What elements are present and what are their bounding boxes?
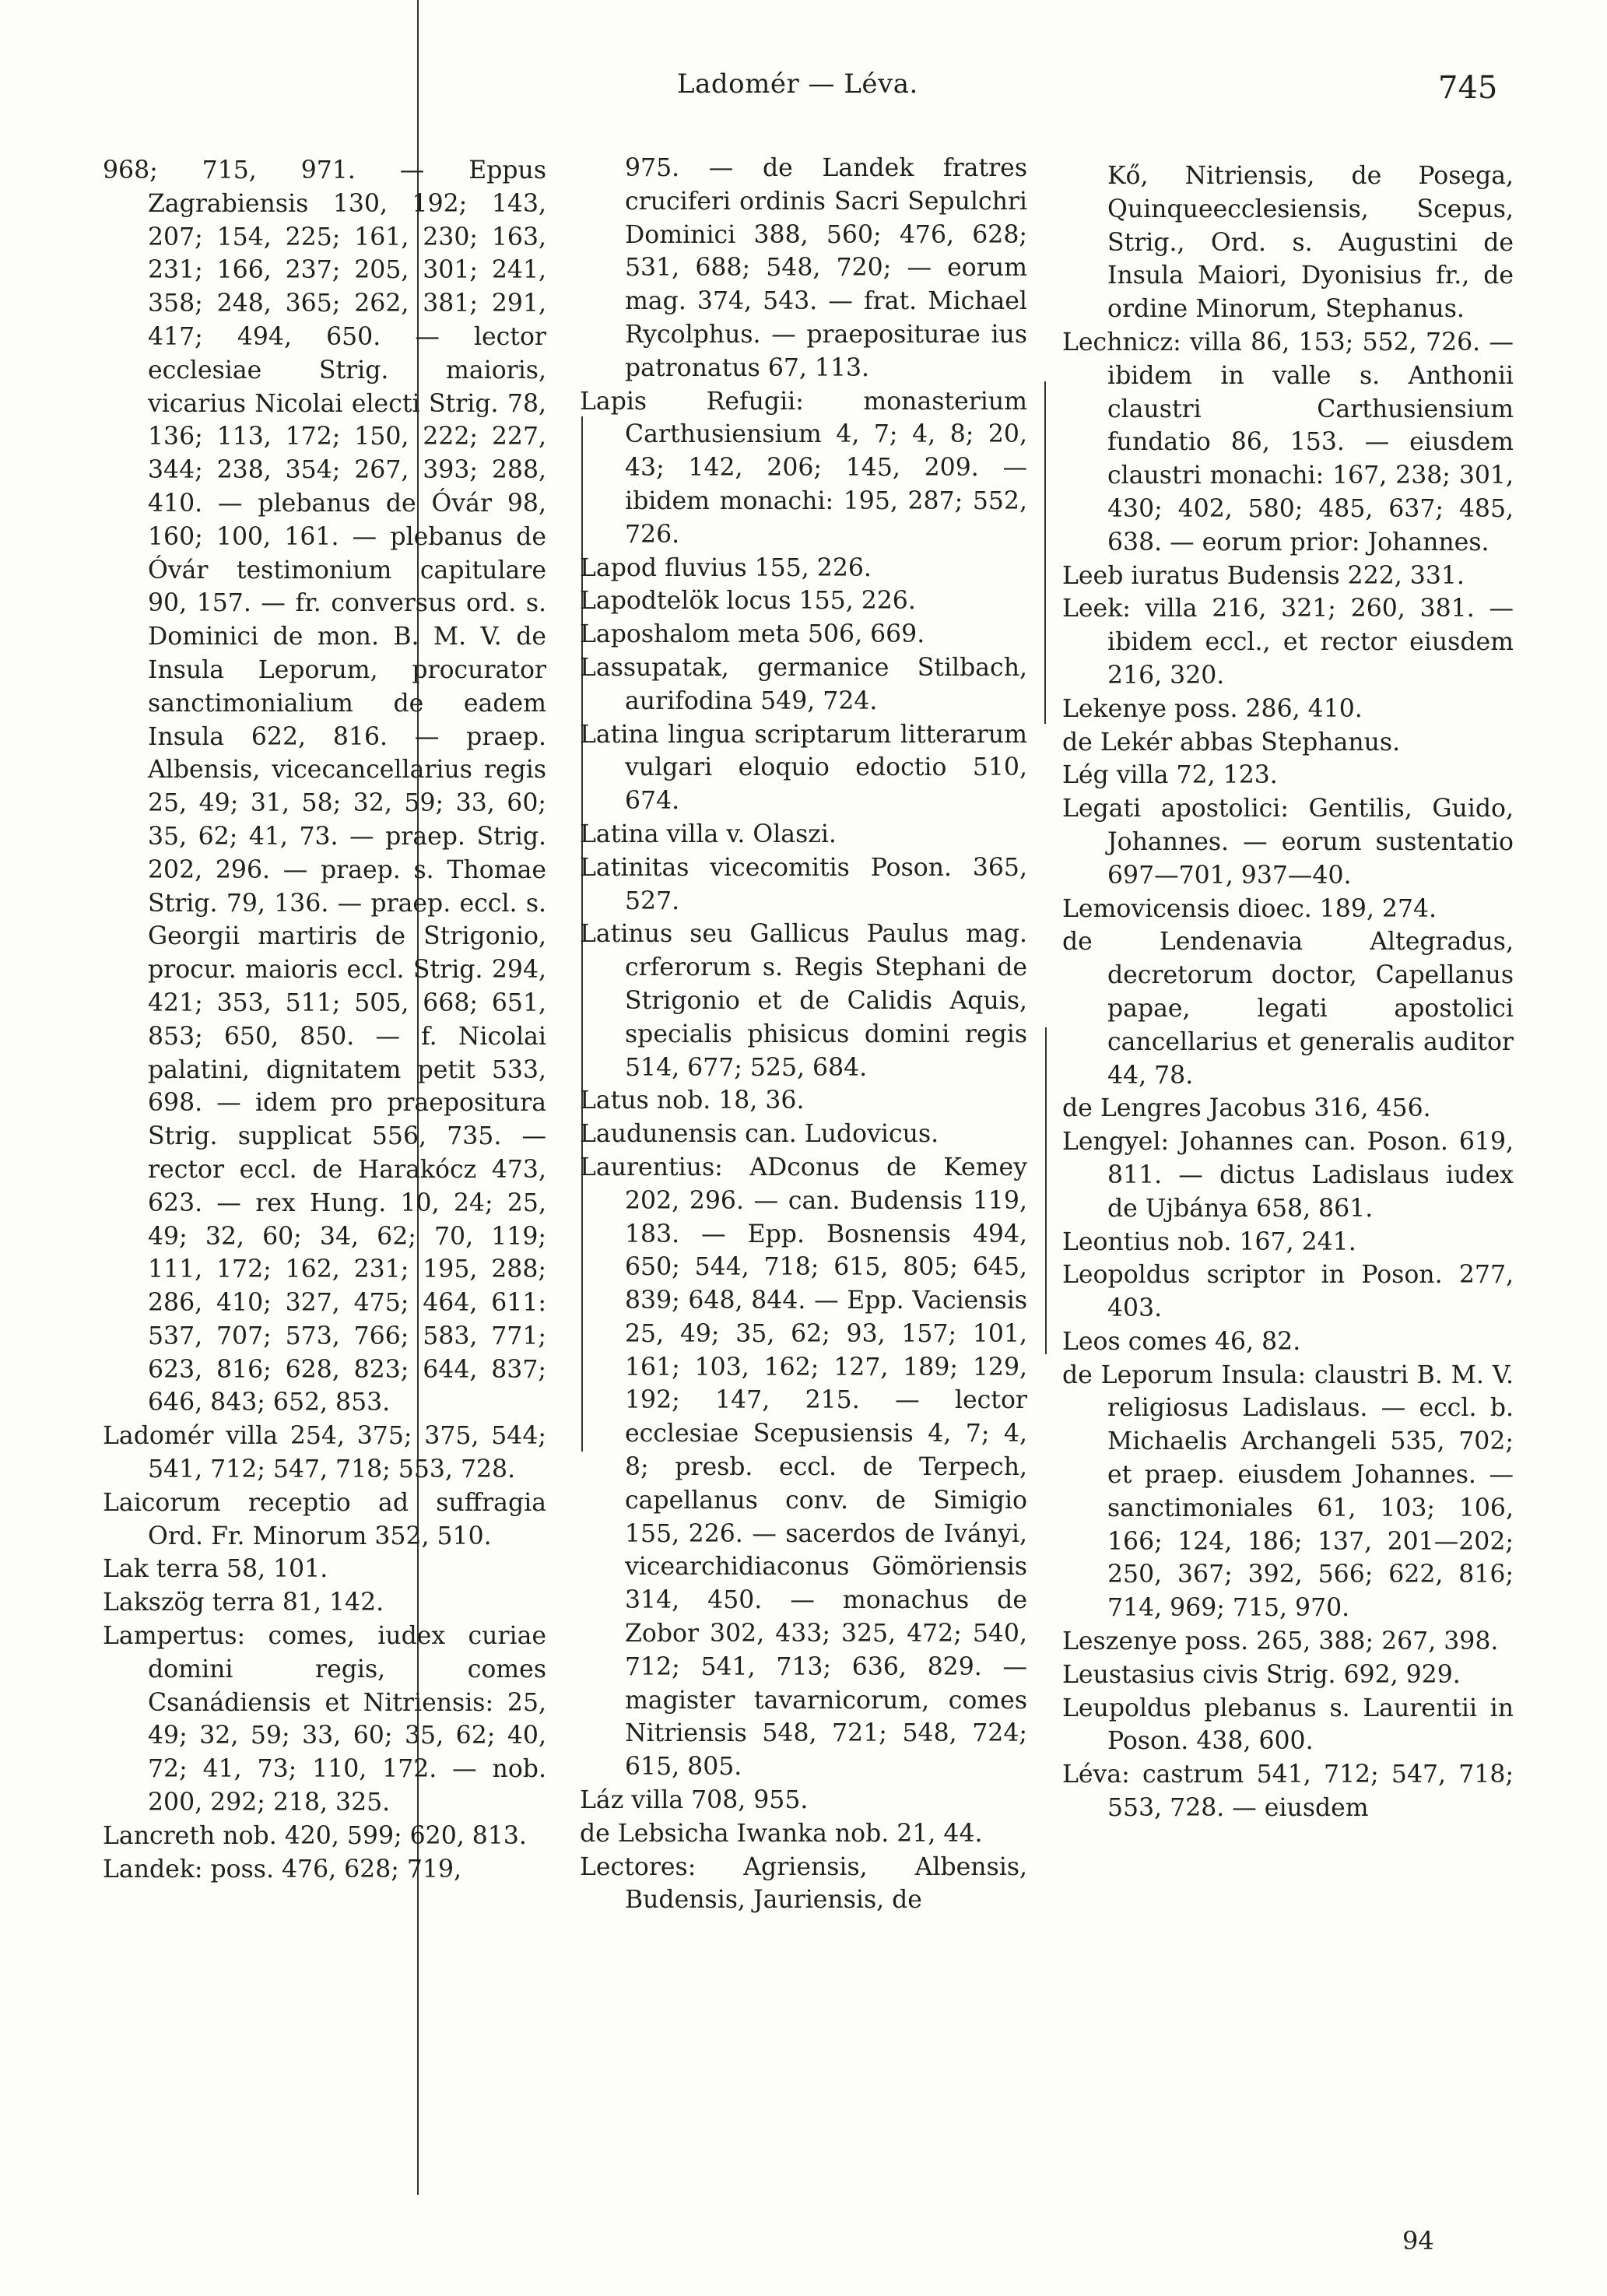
index-entry: Laposhalom meta 506, 669. <box>580 620 925 649</box>
index-entry: Lakszög terra 81, 142. <box>103 1589 384 1617</box>
index-entry: Laicorum receptio ad suffragia Ord. Fr. Minorum 352, 510. <box>103 1488 546 1550</box>
index-entry: de Lebsicha Iwanka nob. 21, 44. <box>580 1819 983 1848</box>
index-entry: Kő, Nitriensis, de Posega, Quinqueecclesiensis, Scepus, Strig., Ord. s. Augustini de Insula Maiori, Dyonisius fr., de ordine Minorum, Stephanus. <box>1107 162 1514 324</box>
index-entry: Latina lingua scriptarum litterarum vulgari eloquio edoctio 510, 674. <box>580 720 1027 816</box>
index-entry: de Leporum Insula: claustri B. M. V. religiosus Ladislaus. — eccl. b. Michaelis Archangeli 535, 702; et praep. eiusdem Johannes. — sanctimoniales 61, 103; 106, 166; 124, 186; 137, 201—202; 250, 367; 392, 566; 622, 816; 714, 969; 715, 970. <box>1062 1360 1514 1623</box>
index-entry: Leopoldus scriptor in Poson. 277, 403. <box>1062 1261 1514 1323</box>
index-column-2 <box>580 152 1027 1917</box>
index-entry: Legati apostolici: Gentilis, Guido, Johannes. — eorum sustentatio 697—701, 937—40. <box>1062 795 1514 890</box>
index-entry: Léva: castrum 541, 712; 547, 718; 553, 728. — eiusdem <box>1062 1761 1514 1823</box>
index-entry: Leszenye poss. 265, 388; 267, 398. <box>1062 1627 1499 1656</box>
index-entry: Lemovicensis dioec. 189, 274. <box>1062 894 1437 923</box>
index-entry: Lampertus: comes, iudex curiae domini regis, comes Csanádiensis et Nitriensis: 25, 49; 32, 59; 33, 60; 35, 62; 40, 72; 41, 73; 110, 172. — nob. 200, 292; 218, 325. <box>103 1622 546 1817</box>
index-entry: Lechnicz: villa 86, 153; 552, 726. — ibidem in valle s. Anthonii claustri Carthusiensium fundatio 86, 153. — eiusdem claustri monachi: 167, 238; 301, 430; 402, 580; 485, 637; 485, 638. — eorum prior: Johannes. <box>1062 328 1514 556</box>
page-header <box>0 68 1607 115</box>
index-entry: Leupoldus plebanus s. Laurentii in Poson. 438, 600. <box>1062 1694 1514 1756</box>
index-entry: 975. — de Landek fratres cruciferi ordinis Sacri Sepulchri Dominici 388, 560; 476, 628; 531, 688; 548, 720; — eorum mag. 374, 543. — frat. Michael Rycolphus. — praepositurae ius patronatus 67, 113. <box>625 154 1027 382</box>
index-column-1 <box>103 154 546 1886</box>
index-entry: Ladomér villa 254, 375; 375, 544; 541, 712; 547, 718; 553, 728. <box>103 1422 546 1484</box>
index-entry: Laurentius: ADconus de Kemey 202, 296. — can. Budensis 119, 183. — Epp. Bosnensis 494, 650; 544, 718; 615, 805; 645, 839; 648, 844. — Epp. Vaciensis 25, 49; 35, 62; 93, 157; 101, 161; 103, 162; 127, 189; 129, 192; 147, 215. — lector ecclesiae Scepusiensis 4, 7; 4, 8; presb. eccl. de Terpech, capellanus conv. de Simigio 155, 226. — sacerdos de Iványi, vicearchidiaconus Gömöriensis 314, 450. — monachus de Zobor 302, 433; 325, 472; 540, 712; 541, 713; 636, 829. — magister tavarnicorum, comes Nitriensis 548, 721; 548, 724; 615, 805. <box>580 1153 1027 1782</box>
index-entry: Lapis Refugii: monasterium Carthusiensium 4, 7; 4, 8; 20, 43; 142, 206; 145, 209. — ibidem monachi: 195, 287; 552, 726. <box>580 387 1027 549</box>
index-entry: Lectores: Agriensis, Albensis, Budensis, Jauriensis, de <box>580 1852 1027 1915</box>
column-rule <box>1044 381 1046 724</box>
page-number: 745 <box>1438 70 1498 106</box>
index-entry: Lekenye poss. 286, 410. <box>1062 694 1363 723</box>
index-entry: Lapod fluvius 155, 226. <box>580 553 872 582</box>
index-entry: Lég villa 72, 123. <box>1062 761 1278 790</box>
index-entry: Láz villa 708, 955. <box>580 1786 809 1815</box>
index-entry: de Lendenavia Altegradus, decretorum doctor, Capellanus papae, legati apostolici cancellarius et generalis auditor 44, 78. <box>1062 928 1514 1090</box>
index-entry: de Lekér abbas Stephanus. <box>1062 728 1401 757</box>
running-title: Ladomér — Léva. <box>677 68 918 100</box>
index-entry: Leek: villa 216, 321; 260, 381. — ibidem eccl., et rector eiusdem 216, 320. <box>1062 595 1514 690</box>
index-entry: de Lengres Jacobus 316, 456. <box>1062 1094 1431 1123</box>
signature-mark: 94 <box>1402 2226 1434 2256</box>
index-entry: Latinitas vicecomitis Poson. 365, 527. <box>580 853 1027 915</box>
index-entry: Leeb iuratus Budensis 222, 331. <box>1062 561 1465 590</box>
index-entry: Leustasius civis Strig. 692, 929. <box>1062 1660 1461 1689</box>
index-entry: Leontius nob. 167, 241. <box>1062 1227 1356 1256</box>
column-rule <box>1045 1027 1047 1354</box>
index-entry: Lengyel: Johannes can. Poson. 619, 811. — dictus Ladislaus iudex de Ujbánya 658, 861. <box>1062 1128 1514 1223</box>
index-entry: 968; 715, 971. — Eppus Zagrabiensis 130, 192; 143, 207; 154, 225; 161, 230; 163, 231; 166, 237; 205, 301; 241, 358; 248, 365; 262, 381; 291, 417; 494, 650. — lector ecclesiae Strig. maioris, vicarius Nicolai electi Strig. 78, 136; 113, 172; 150, 222; 227, 344; 238, 354; 267, 393; 288, 410. — plebanus de Óvár 98, 160; 100, 161. — plebanus de Óvár testimonium capitulare 90, 157. — fr. conversus ord. s. Dominici de mon. B. M. V. de Insula Leporum, procurator sanctimonialium de eadem Insula 622, 816. — praep. Albensis, vicecancellarius regis 25, 49; 31, 58; 32, 59; 33, 60; 35, 62; 41, 73. — praep. Strig. 202, 296. — praep. s. Thomae Strig. 79, 136. — praep. eccl. s. Georgii martiris de Strigonio, procur. maioris eccl. Strig. 294, 421; 353, 511; 505, 668; 651, 853; 650, 850. — f. Nicolai palatini, dignitatem petit 533, 698. — idem pro praepositura Strig. supplicat 556, 735. — rector eccl. de Harakócz 473, 623. — rex Hung. 10, 24; 25, 49; 32, 60; 34, 62; 70, 119; 111, 172; 162, 231; 195, 288; 286, 410; 327, 475; 464, 611: 537, 707; 573, 766; 583, 771; 623, 816; 628, 823; 644, 837; 646, 843; 652, 853. <box>103 156 546 1417</box>
index-entry: Lapodtelök locus 155, 226. <box>580 587 916 616</box>
index-entry: Lancreth nob. 420, 599; 620, 813. <box>103 1821 527 1850</box>
index-column-3 <box>1062 160 1514 1825</box>
index-entry: Leos comes 46, 82. <box>1062 1327 1301 1356</box>
index-entry: Latus nob. 18, 36. <box>580 1087 805 1115</box>
index-entry: Landek: poss. 476, 628; 719, <box>103 1855 462 1883</box>
index-entry: Latina villa v. Olaszi. <box>580 820 837 848</box>
index-entry: Latinus seu Gallicus Paulus mag. crferorum s. Regis Stephani de Strigonio et de Calidis Aquis, specialis phisicus domini regis 514, 677; 525, 684. <box>580 920 1027 1082</box>
index-entry: Lassupatak, germanice Stilbach, aurifodina 549, 724. <box>580 653 1027 715</box>
index-entry: Laudunensis can. Ludovicus. <box>580 1120 939 1149</box>
index-entry: Lak terra 58, 101. <box>103 1555 328 1584</box>
